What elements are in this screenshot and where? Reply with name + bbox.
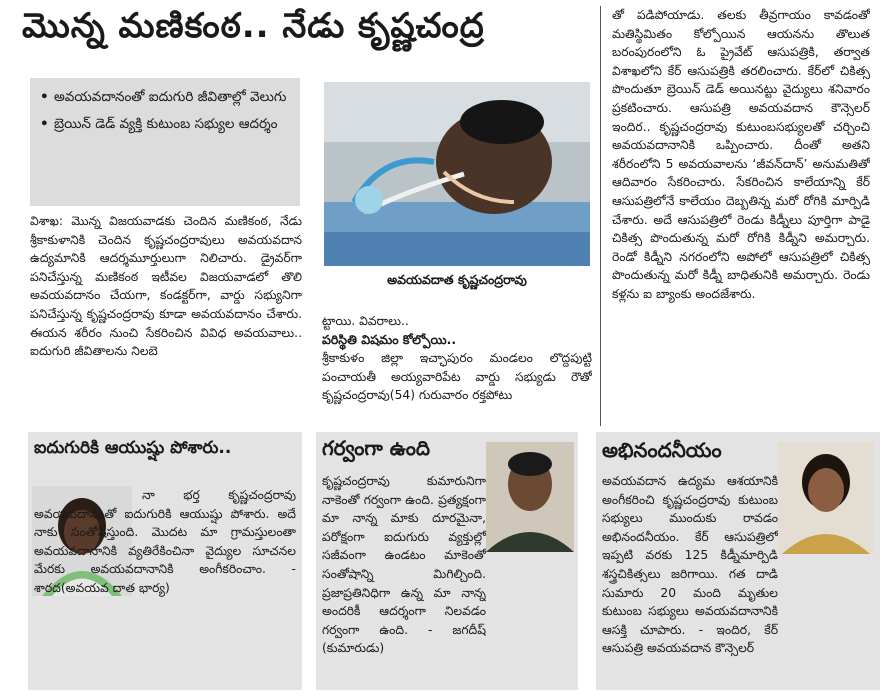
column-divider-right [600,6,601,426]
headline: మొన్న మణికంఠ.. నేడు కృష్ణచంద్ర [22,6,485,46]
subhead: పరిస్థితి విషమం కోల్పోయి.. [322,331,457,347]
bullet-dot-icon: • [40,89,49,105]
box-body: కృష్ణచంద్రరావు కుమారునిగా నాకెంతో గర్వంగా ఉంది. ప్రత్యక్షంగా మా నాన్న మాకు దూరమైనా, పరోక్షంగా ఐదుగురు వ్యక్తుల్లో సజీవంగా ఉండటం మాకెంతో సంతోషాన్ని మిగిల్చింది. ప్రజాప్రతినిధిగా ఉన్న మా నాన్న అందరికీ ఆదర్శంగా నిలవడం గర్వంగా ఉంది. - జగదీష్ (కుమారుడు) [322,474,486,656]
bullet-item [40,113,290,136]
quote-box-son [316,432,578,690]
paragraph: విశాఖ: మొన్న విజయవాడకు చెందిన మణికంఠ, నేడు శ్రీకాకుళానికి చెందిన కృష్ణచంద్రరావులు అవయవదాన ఉద్యమానికి ఆదర్శమూర్తులుగా నిలిచారు. డ్రైవర్‌గా పనిచేస్తున్న మణికంఠ ఇటీవల విజయవాడలో తొలి అవయవదానం చేయగా, కండక్టర్‌గా, వార్డు సభ్యునిగా పనిచేస్తున్న కృష్ణచంద్రరావు కూడా అవయవదానం చేశారు. ఈయన శరీరం నుంచి సేకరించిన వివిధ అవయవాలు.. ఐదుగురి జీవితాలను నిలబె [30,214,302,359]
bullet-text: బ్రెయిన్ డెడ్ వ్యక్తి కుటుంబ సభ్యుల ఆదర్శం [54,116,278,132]
donor-photo-image [324,82,590,266]
right-column-text [612,6,870,422]
photo-caption: అవయవదాత కృష్ణచంద్రరావు [387,272,527,287]
son-portrait-image [486,442,574,552]
box-body: నా భర్త కృష్ణచంద్రరావు అవయవదానంతో ఐదుగురికి ఆయుష్షు పోశారు. అదే నాకు సంతోషిస్తుంది. మొదట మా గ్రామస్తులంతా అవయవదానానికి వ్యతిరేకించినా వైద్యుల సూచనల మేరకు అవయవదానానికి అంగీకరించాం. - శారద(అవయవ దాత భార్య) [34,488,296,595]
quote-box-counsellor [596,432,880,690]
paragraph: శ్రీకాకుళం జిల్లా ఇచ్ఛాపురం మండలం లొద్దపుట్టి పంచాయతీ అయ్యవారిపేట వార్డు సభ్యుడు రౌతో కృష్ణచంద్రరావు(54) గురువారం రక్తపోటు [322,351,592,403]
bullet-dot-icon: • [40,116,49,132]
box-title: ఐదుగురికి ఆయుష్షు పోశారు.. [34,438,232,458]
bullet-item [40,86,290,109]
counsellor-portrait [778,442,874,554]
summary-bullets [30,78,300,206]
donor-photo [324,82,590,266]
paragraph: ట్టాయి. వివరాలు.. [322,314,409,328]
paragraph: తో పడిపోయాడు. తలకు తీవ్రగాయం కావడంతో మతిస్థిమితం కోల్పోయిన ఆయనను తొలుత బరంపురంలోని ఓ ప్రైవేట్ ఆసుపత్రికి, తర్వాత విశాఖలోని కేర్ ఆసుపత్రికి తరలించారు. కేర్‌లో చికిత్స పొందుతూ బ్రెయిన్ డెడ్ అయినట్టు వైద్యులు శనివారం ప్రకటించారు. ఆసుపత్రి అవయవదాన కౌన్సెలర్ ఇందిర.. కృష్ణచంద్రరావు కుటుంబసభ్యులతో చర్చించి అవయవదానానికి ఒప్పించారు. దీంతో అతని శరీరంలోని 5 అవయవాలను ‘జీవన్‌దాన్’ అనుమతితో ఆదివారం సేకరించారు. సేకరించిన కాలేయాన్ని కేర్ ఆసుపత్రిలోనే కాలేయం దెబ్బతిన్న మరో రోగికి మార్పిడి చేశారు. అదే ఆసుపత్రిలో రెండు కిడ్నీలు పూర్తిగా పాడై చికిత్స పొందుతున్న మరో రోగికి కిడ్నీని అమర్చారు. రెండో కిడ్నీని నగరంలోని అపోలో ఆసుపత్రిలో చికిత్స పొందుతున్న మరో కిడ్నీ బాధితునికి అమర్చారు. రెండు కళ్లను ఐ బ్యాంకు అందజేశారు. [612,8,870,301]
quote-box-wife [28,432,302,690]
middle-column-text [322,312,592,424]
box-title: అభినందనీయం [602,438,722,462]
box-title: గర్వంగా ఉంది [322,436,430,460]
left-column-text [30,212,302,422]
counsellor-portrait-image [778,442,874,554]
box-body: అవయవదాన ఉద్యమ ఆశయానికి అంగీకరించి కృష్ణచంద్రరావు కుటుంబ సభ్యులు ముందుకు రావడం అభినందనీయం. కేర్ ఆసుపత్రిలో ఇప్పటి వరకు 125 కిడ్నీమార్పిడి శస్త్రచికిత్సలు జరిగాయి. గత దాడి సుమారు 20 మంది మృతుల కుటుంబ సభ్యులు అవయవదానానికి ఆసక్తి చూపారు. - ఇందిర, కేర్ ఆసుపత్రి అవయవదాన కౌన్సెలర్ [602,474,778,656]
bullet-text: అవయవదానంతో ఐదుగురి జీవితాల్లో వెలుగు [54,89,287,105]
son-portrait [486,442,574,552]
